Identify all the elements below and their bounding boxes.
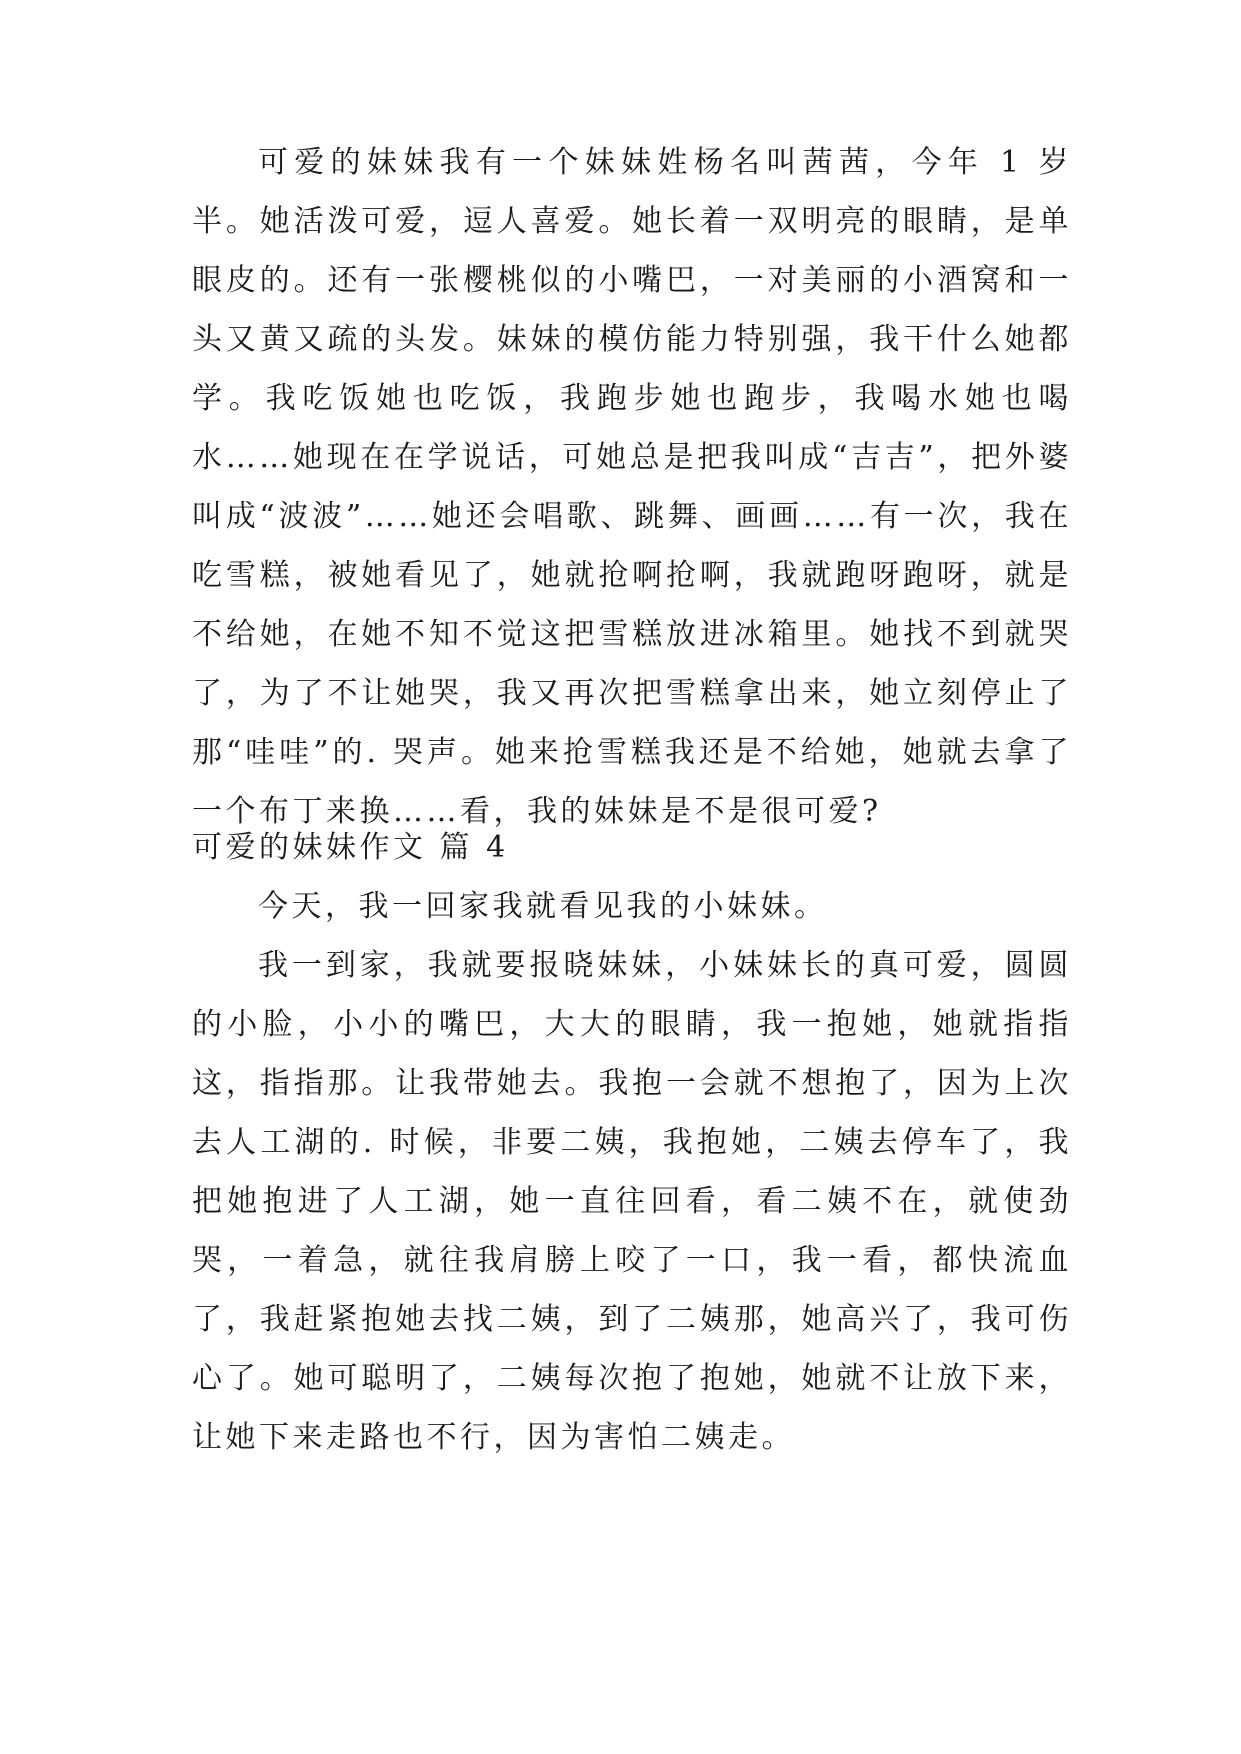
paragraph-top: 可爱的妹妹我有一个妹妹姓杨名叫茜茜，今年 1 岁半。她活泼可爱，逗人喜爱。她长着一双明亮的眼睛，是单眼皮的。还有一张樱桃似的小嘴巴，一对美丽的小酒窝和一头又黄又疏的头发。妹妹的模仿能力特别强，我干什么她都学。我吃饭她也吃饭，我跑步她也跑步，我喝水她也喝水……她现在在学说话，可她总是把我叫成“吉吉”，把外婆叫成“波波”……她还会唱歌、跳舞、画画……有一次，我在吃雪糕，被她看见了，她就抢啊抢啊，我就跑呀跑呀，就是不给她，在她不知不觉这把雪糕放进冰箱里。她找不到就哭了，为了不让她哭，我又再次把雪糕拿出来，她立刻停止了那“哇哇”的. 哭声。她来抢雪糕我还是不给她，她就去拿了一个布丁来换……看，我的妹妹是不是很可爱?	[192, 145, 1072, 829]
paragraph-2: 我一到家，我就要报晓妹妹，小妹妹长的真可爱，圆圆的小脸，小小的嘴巴，大大的眼睛，我一抱她，她就指指这，指指那。让我带她去。我抱一会就不想抱了，因为上次去人工湖的. 时候，非要二姨，我抱她，二姨去停车了，我把她抱进了人工湖，她一直往回看，看二姨不在，就使劲哭，一着急，就往我肩膀上咬了一口，我一看，都快流血了，我赶紧抱她去找二姨，到了二姨那，她高兴了，我可伤心了。她可聪明了，二姨每次抱了抱她，她就不让放下来，让她下来走路也不行，因为害怕二姨走。	[192, 948, 1072, 1455]
section-heading: 可爱的妹妹作文 篇 4	[192, 830, 509, 865]
essay-4	[192, 818, 1072, 1467]
essay-3-continuation	[192, 133, 1072, 841]
paragraph-1: 今天，我一回家我就看见我的小妹妹。	[258, 889, 828, 924]
